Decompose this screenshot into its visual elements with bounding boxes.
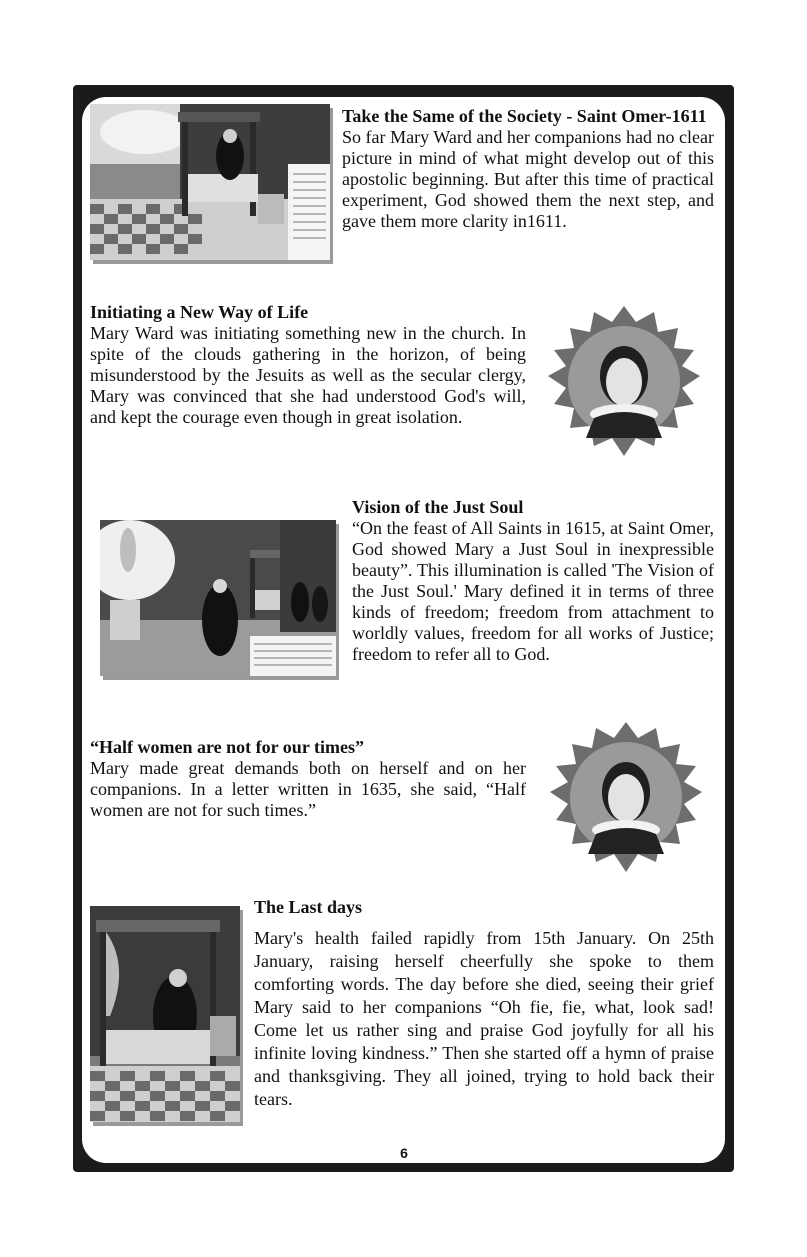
section-last-days	[254, 897, 714, 1111]
section-half-women	[90, 737, 526, 821]
section-body: Mary Ward was initiating something new in the church. In spite of the clouds gathering in the horizon, of being misunderstood by the Jesuits as well as the secular clergy, Mary was convinced that she had understood God's will, and kept the courage even though in great isolation.	[90, 323, 526, 427]
painting-vision-of-the-just-soul	[100, 520, 336, 676]
section-body: “On the feast of All Saints in 1615, at Saint Omer, God showed Mary a Just Soul in inexpressible beauty”. This illumination is called 'The Vision of the Just Soul.' Mary defined it in terms of three kinds of freedom; freedom from attachment to worldly values, freedom for all works of Justice; freedom to refer all to God.	[352, 518, 714, 664]
painting-saint-omer-bedroom	[90, 104, 330, 260]
section-body: So far Mary Ward and her companions had no clear picture in mind of what might develop out of this apostolic beginning. But after this time of practical experiment, God showed them the next step, and gave them more clarity in1611.	[342, 127, 714, 231]
section-heading: Initiating a New Way of Life	[90, 302, 309, 322]
section-heading: The Last days	[254, 897, 363, 917]
section-heading: Take the Same of the Society - Saint Omer-1611	[342, 106, 707, 126]
portrait-mary-ward	[544, 306, 704, 462]
portrait-mary-ward-2	[546, 722, 706, 878]
section-new-way-of-life	[90, 302, 526, 428]
section-body: Mary made great demands both on herself and on her companions. In a letter written in 1635, she said, “Half women are not for such times.”	[90, 758, 526, 820]
section-heading: “Half women are not for our times”	[90, 737, 364, 757]
page-number: 6	[400, 1145, 408, 1161]
section-heading: Vision of the Just Soul	[352, 497, 524, 517]
section-body: Mary's health failed rapidly from 15th January. On 25th January, raising herself cheerfully she spoke to them comforting words. The day before she died, seeing their grief Mary said to her companions “Oh fie, fie, what, look sad! Come let us rather sing and praise God joyfully for all his infinite loving kindness.” Then she started off a hymn of praise and thanksgiving. They all joined, trying to hold back their tears.	[254, 928, 714, 1109]
section-vision-just-soul	[352, 497, 714, 665]
section-take-the-same	[342, 106, 714, 232]
painting-the-last-days	[90, 906, 240, 1122]
